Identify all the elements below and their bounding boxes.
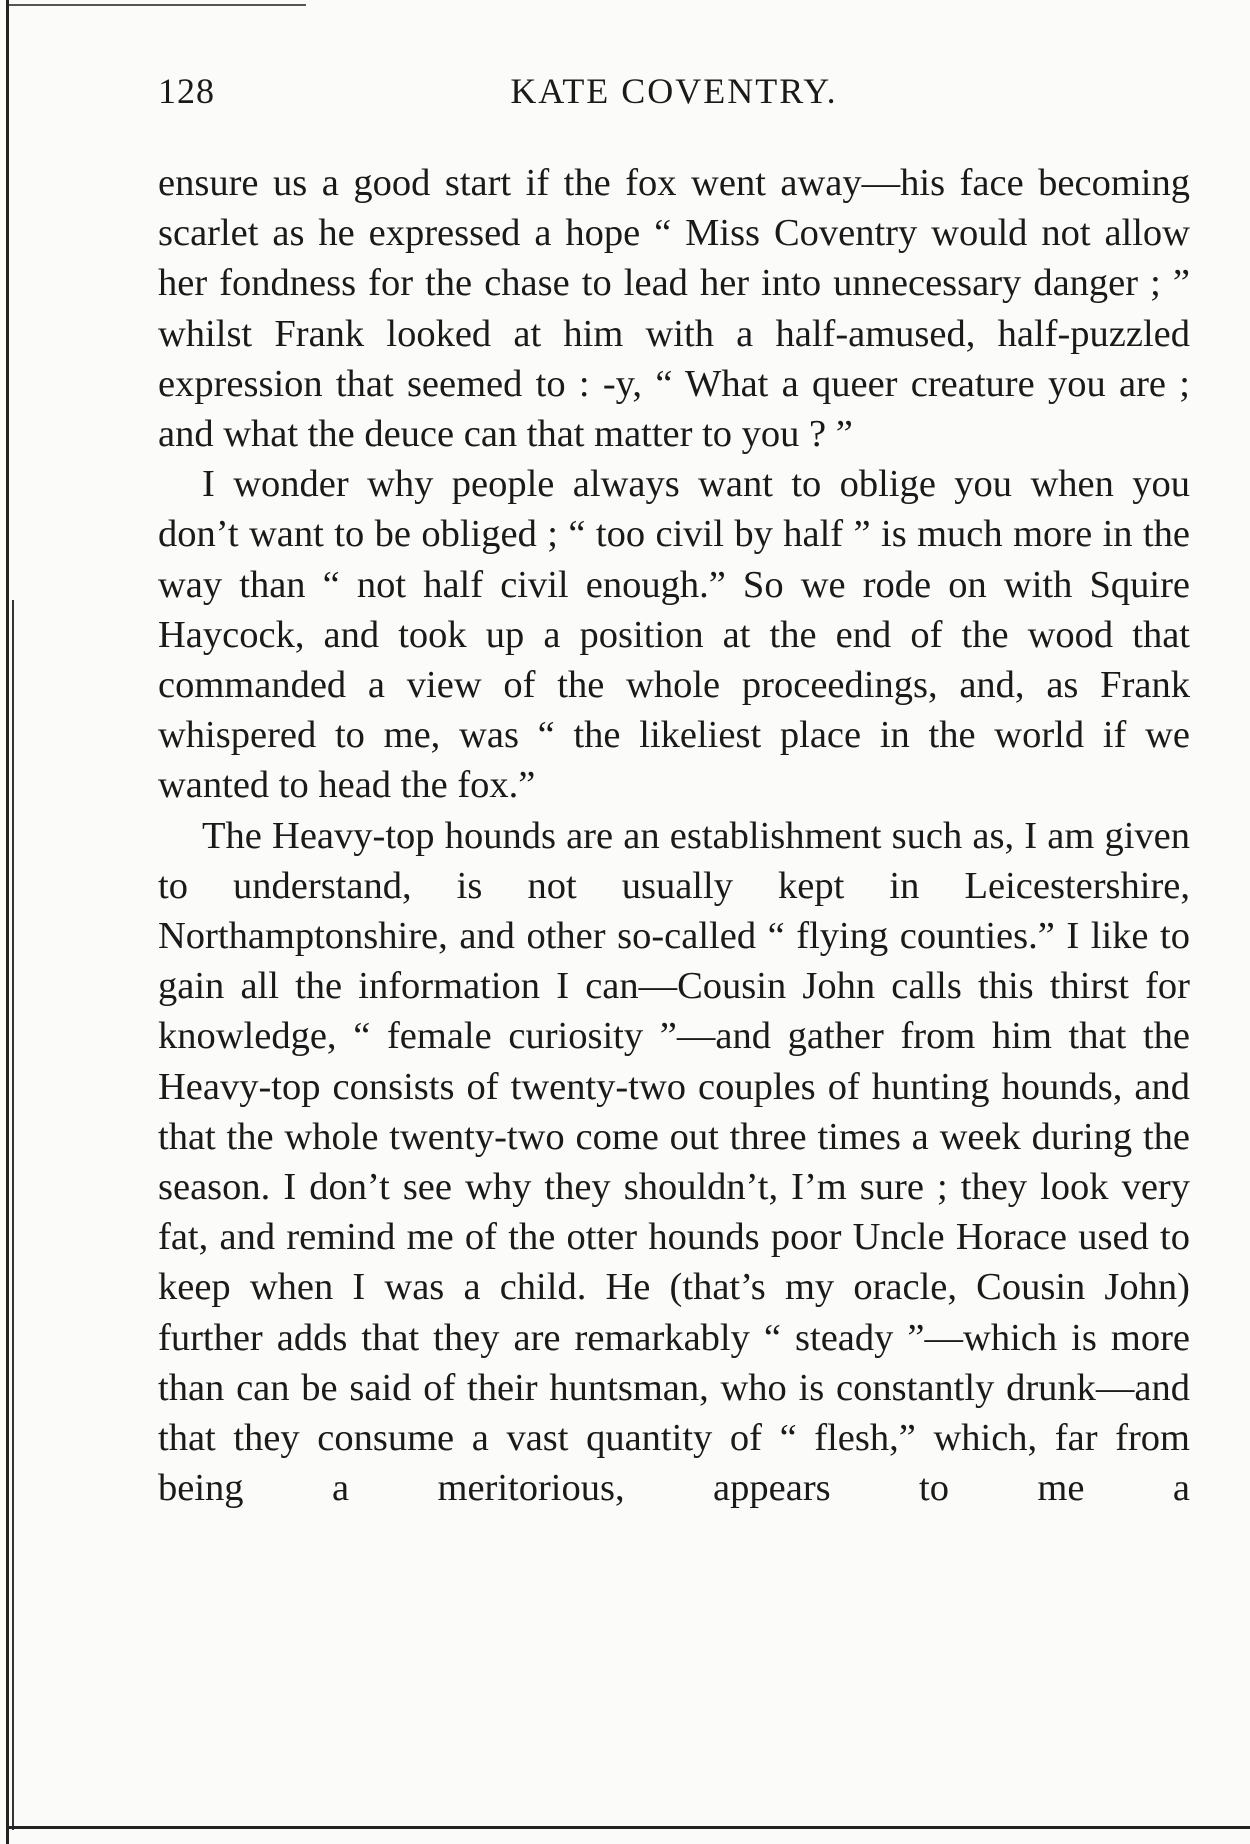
page-number: 128 xyxy=(158,71,215,111)
running-title: KATE COVENTRY. xyxy=(510,71,838,111)
paragraph: The Heavy-top hounds are an establishment such as, I am given to understand, is not usually kept in Leicestershire, Northamptonshire, and other so-called “ flying counties.” I like to gain all the information I can—Cousin John calls this thirst for knowledge, “ female curiosity ”—and gather from him that the Heavy-top consists of twenty-two couples of hunting hounds, and that the whole twenty-two come out three times a week during the season. I don’t see why they shouldn’t, I’m sure ; they look very fat, and remind me of the otter hounds poor Uncle Horace used to keep when I was a child. He (that’s my oracle, Cousin John) further adds that they are remarkably “ steady ”—which is more than can be said of their huntsman, who is constantly drunk—and that they consume a vast quantity of “ flesh,” which, far from being a meritorious, appears to me a xyxy=(158,814,1190,1510)
running-head xyxy=(158,70,1190,130)
paragraph: I wonder why people always want to oblige you when you don’t want to be obliged ; “ too civil by half ” is much more in the way than “ not half civil enough.” So we rode on with Squire Haycock, and took up a position at the end of the wood that commanded a view of the whole proceedings, and, as Frank whispered to me, was “ the likeliest place in the world if we wanted to head the fox.” xyxy=(158,463,1190,807)
book-page xyxy=(158,70,1190,1513)
paragraph: ensure us a good start if the fox went away—his face becoming scarlet as he expressed a hope “ Miss Coventry would not allow her fondness for the chase to lead her into unnecessary danger ; ” whilst Frank looked at him with a half-amused, half-puzzled expression that seemed to : -y, “ What a queer creature you are ; and what the deuce can that matter to you ? ” xyxy=(158,162,1190,456)
scan-edge-left xyxy=(6,0,9,1844)
scan-edge-bottom xyxy=(6,1826,1250,1829)
scan-edge-top xyxy=(6,4,306,6)
scan-edge-left-inner xyxy=(12,600,14,1830)
body-text xyxy=(158,158,1190,1513)
